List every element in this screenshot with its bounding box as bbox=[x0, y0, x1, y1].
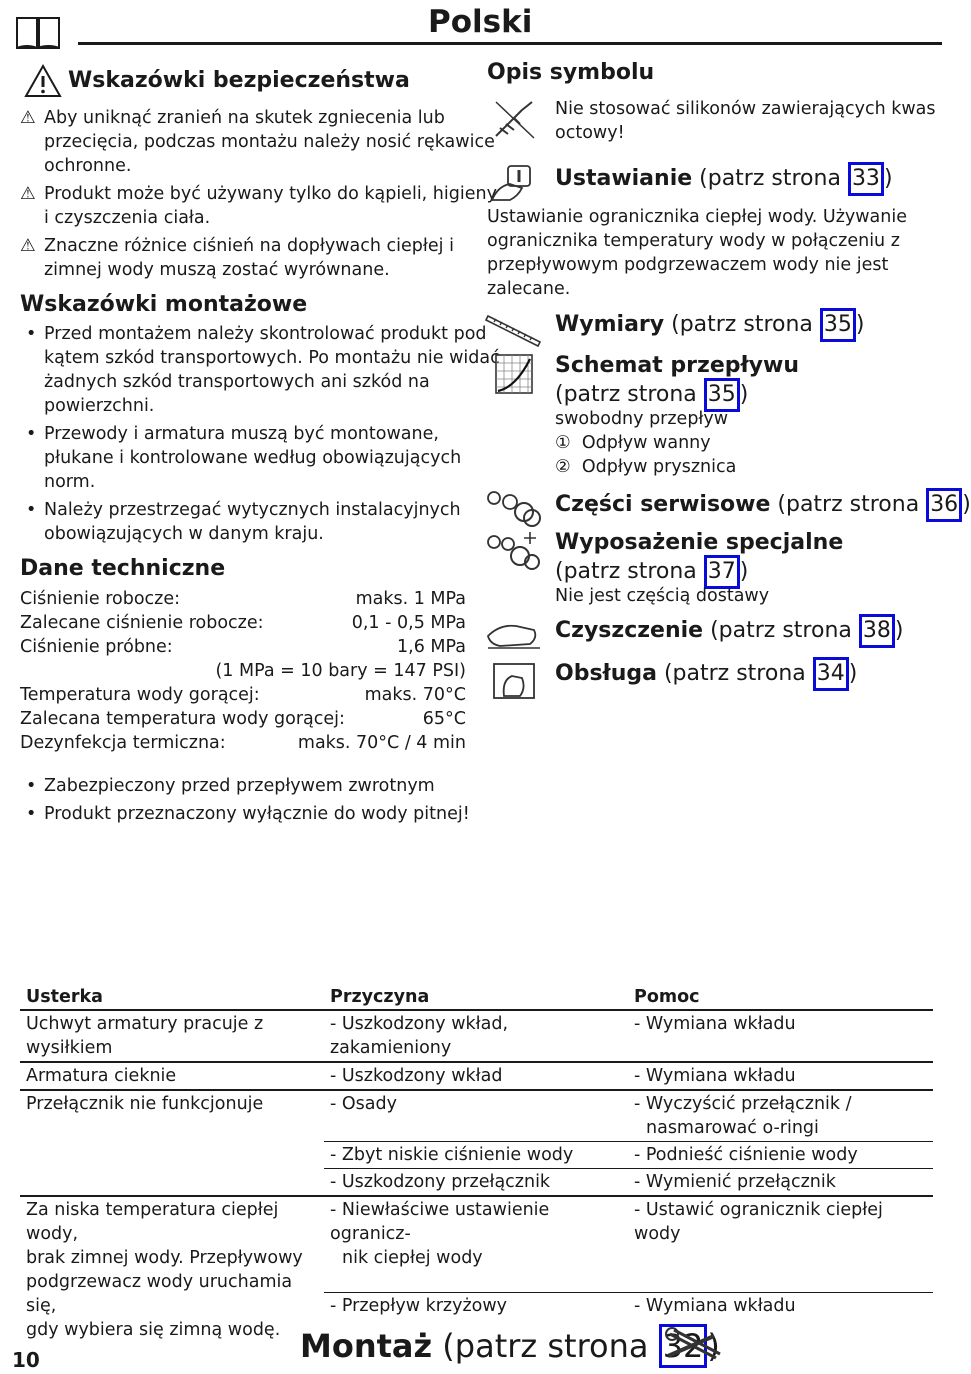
operate-ref: Obsługa (patrz strona 34 ) bbox=[555, 657, 857, 691]
tech-row: Zalecane ciśnienie robocze: 0,1 - 0,5 MPa bbox=[20, 613, 466, 633]
symbols-heading: Opis symbolu bbox=[487, 60, 655, 85]
flow-chart-icon bbox=[494, 353, 534, 395]
safety-item: ⚠ Znaczne różnice ciśnień na dopływach ciepłej i zimnej wody muszą zostać wyrównane. bbox=[20, 236, 454, 280]
adjust-desc: Ustawianie ogranicznika ciepłej wody. Używanie ogranicznika temperatury wody w połączeniu z przepływowym podgrzewaczem wody nie jest zalecane. bbox=[487, 207, 907, 299]
tech-table bbox=[20, 587, 466, 755]
column-header: Usterka bbox=[20, 985, 324, 1010]
table-row: Armatura cieknie - Uszkodzony wkład - Wymiana wkładu bbox=[20, 1062, 933, 1090]
tech-bullets bbox=[26, 774, 470, 826]
book-icon bbox=[14, 12, 62, 52]
special-sub: Nie jest częścią dostawy bbox=[555, 586, 770, 606]
page-link-35[interactable]: 35 bbox=[704, 378, 740, 412]
page-title: Polski bbox=[428, 4, 533, 40]
table-row: - Przepływ krzyżowy - Wymiana wkładu bbox=[330, 1296, 796, 1316]
mounting-heading: Wskazówki montażowe bbox=[20, 292, 308, 317]
table-header-row bbox=[20, 985, 933, 1010]
tech-bullet: • Produkt przeznaczony wyłącznie do wody pitnej! bbox=[26, 804, 470, 824]
column-header: Przyczyna bbox=[324, 985, 628, 1010]
flow-ref: Schemat przepływu (patrz strona 35 ) bbox=[555, 353, 799, 412]
tech-row: Temperatura wody gorącej: maks. 70°C bbox=[20, 685, 466, 705]
tech-heading: Dane techniczne bbox=[20, 556, 226, 581]
safety-heading: Wskazówki bezpieczeństwa bbox=[68, 68, 410, 93]
silicone-text: Nie stosować silikonów zawierających kwas octowy! bbox=[555, 99, 936, 143]
table-row: Przełącznik nie funkcjonuje - Osady - Wyczyścić przełącznik / nasmarować o-ringi bbox=[20, 1090, 933, 1142]
tech-bullet: • Zabezpieczony przed przepływem zwrotnym bbox=[26, 776, 435, 796]
table-row: Za niska temperatura ciepłej wody, brak zimnej wody. Przepływowy podgrzewacz wody uruchamia się, gdy wybiera się zimną wodę. - Niewłaściwe ustawienie ogranicz- nik ciepłej wody - Ustawić ogranicznik ciepłej wody bbox=[20, 1196, 933, 1293]
column-header: Pomoc bbox=[628, 985, 933, 1010]
operation-icon bbox=[490, 660, 540, 702]
adjust-hand-icon bbox=[488, 160, 540, 206]
tech-row: Ciśnienie robocze: maks. 1 MPa bbox=[20, 589, 466, 609]
warning-small-icon: ⚠ bbox=[20, 236, 36, 256]
mounting-item: • Należy przestrzegać wytycznych instalacyjnych obowiązujących w danym kraju. bbox=[26, 500, 461, 544]
clean-ref: Czyszczenie (patrz strona 38 ) bbox=[555, 614, 903, 648]
service-parts-icon bbox=[486, 488, 542, 528]
page-link-36[interactable]: 36 bbox=[926, 488, 962, 522]
flow-legend: swobodny przepływ ① Odpływ wanny ② Odpływ prysznica bbox=[555, 409, 737, 477]
table-row: - Zbyt niskie ciśnienie wody - Podnieść ciśnienie wody bbox=[20, 1142, 933, 1169]
table-row: Uchwyt armatury pracuje z wysiłkiem - Uszkodzony wkład, zakamieniony - Wymiana wkładu bbox=[20, 1010, 933, 1062]
safety-item: ⚠ Aby uniknąć zranień na skutek zgniecenia lub przecięcia, podczas montażu należy nosić rękawice ochronne. bbox=[20, 108, 495, 176]
silicone-gun-icon bbox=[492, 98, 538, 140]
page-link-33[interactable]: 33 bbox=[848, 162, 884, 196]
cleaning-icon bbox=[486, 616, 542, 656]
page-link-32[interactable]: 32 bbox=[659, 1324, 708, 1368]
tech-row: Ciśnienie próbne: 1,6 MPa bbox=[20, 637, 466, 657]
page-link-38[interactable]: 38 bbox=[859, 614, 895, 648]
tech-row: (1 MPa = 10 bary = 147 PSI) bbox=[215, 661, 466, 681]
fault-table bbox=[20, 985, 933, 1343]
table-row: - Uszkodzony przełącznik - Wymienić przełącznik bbox=[20, 1169, 933, 1197]
page-number: 10 bbox=[12, 1348, 40, 1372]
page-link-35[interactable]: 35 bbox=[820, 308, 856, 342]
mounting-ref: Montaż (patrz strona 32 ) bbox=[300, 1324, 720, 1368]
warning-small-icon: ⚠ bbox=[20, 108, 36, 128]
mounting-item: • Przewody i armatura muszą być montowane, płukane i kontrolowane według obowiązujących norm. bbox=[26, 424, 462, 492]
mounting-list bbox=[26, 322, 500, 546]
warning-small-icon: ⚠ bbox=[20, 184, 36, 204]
page-link-37[interactable]: 37 bbox=[704, 555, 740, 589]
special-equipment-icon bbox=[486, 530, 542, 572]
page-link-34[interactable]: 34 bbox=[813, 657, 849, 691]
safety-list bbox=[20, 106, 497, 282]
warning-icon bbox=[24, 64, 62, 98]
tech-row: Zalecana temperatura wody gorącej: 65°C bbox=[20, 709, 466, 729]
dims-ref: Wymiary (patrz strona 35 ) bbox=[555, 308, 864, 342]
special-ref: Wyposażenie specjalne (patrz strona 37 ) bbox=[555, 530, 843, 589]
mounting-item: • Przed montażem należy skontrolować produkt pod kątem szkód transportowych. Po montażu nie widać żadnych szkód transportowych ani szkód na powierzchni. bbox=[26, 324, 500, 416]
safety-item: ⚠ Produkt może być używany tylko do kąpieli, higieny i czyszczenia ciała. bbox=[20, 184, 497, 228]
wrench-icon bbox=[664, 1326, 724, 1366]
tech-row: Dezynfekcja termiczna: maks. 70°C / 4 min bbox=[20, 733, 466, 753]
header-rule bbox=[78, 42, 942, 45]
parts-ref: Części serwisowe (patrz strona 36 ) bbox=[555, 488, 971, 522]
ruler-icon bbox=[486, 312, 542, 348]
adjust-ref: Ustawianie (patrz strona 33 ) bbox=[555, 162, 893, 196]
